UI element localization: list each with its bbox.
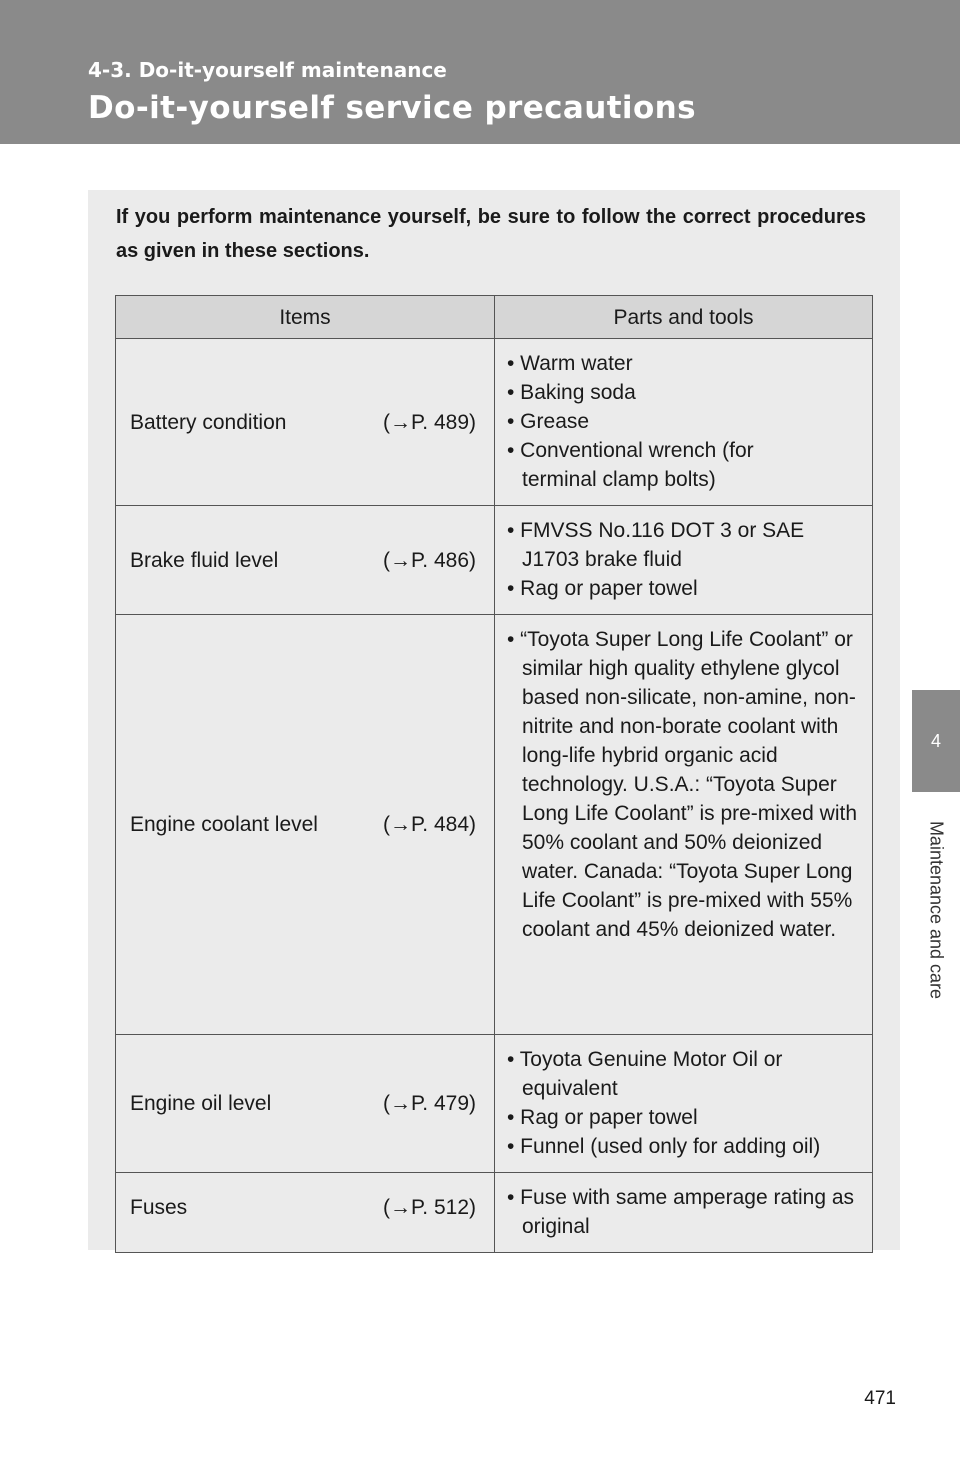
maintenance-table [115, 295, 873, 1253]
part-item: • Rag or paper towel [507, 577, 698, 600]
parts-cell [495, 506, 873, 615]
page-header [0, 0, 960, 144]
column-header-parts: Parts and tools [495, 296, 873, 339]
parts-cell [495, 615, 873, 1035]
parts-cell [495, 1035, 873, 1173]
page-title: Do-it-yourself service precautions [88, 90, 696, 126]
item-name: Battery condition [130, 410, 287, 434]
table-row [116, 339, 873, 506]
intro-text: If you perform maintenance yourself, be sure to follow the correct procedures as given in these sections. [116, 206, 866, 262]
table-row [116, 506, 873, 615]
table-row [116, 615, 873, 1035]
page-reference: (→P. 479) [383, 1092, 476, 1115]
item-cell [116, 506, 495, 615]
part-item: • Conventional wrench (for terminal clamp bolts) [507, 439, 754, 491]
item-name: Brake fluid level [130, 548, 279, 572]
item-name: Engine oil level [130, 1092, 272, 1115]
item-name: Engine coolant level [130, 813, 318, 836]
part-item: • Rag or paper towel [507, 1106, 698, 1129]
parts-cell [495, 1173, 873, 1253]
chapter-label: Maintenance and care [926, 820, 947, 1000]
part-item: • Funnel (used only for adding oil) [507, 1135, 821, 1158]
item-cell [116, 339, 495, 506]
item-cell [116, 1035, 495, 1173]
page-reference: (→P. 484) [383, 813, 476, 836]
chapter-number: 4 [930, 730, 941, 751]
page-number: 471 [864, 1388, 896, 1409]
page-reference: (→P. 512) [383, 1196, 476, 1219]
table-row [116, 1035, 873, 1173]
part-item: • Toyota Genuine Motor Oil or equivalent [507, 1048, 783, 1100]
table-row [116, 1173, 873, 1253]
table-header-row [116, 296, 873, 339]
item-name: Fuses [130, 1196, 188, 1219]
part-item: • Fuse with same amperage rating as original [507, 1186, 855, 1238]
part-item: • Grease [507, 410, 590, 433]
chapter-tab [912, 690, 960, 792]
subsection-label: 4-3. Do-it-yourself maintenance [88, 58, 447, 82]
part-item: • Warm water [507, 352, 633, 375]
part-item: • FMVSS No.116 DOT 3 or SAE J1703 brake fluid [507, 519, 805, 571]
parts-cell [495, 339, 873, 506]
item-cell [116, 615, 495, 1035]
item-cell [116, 1173, 495, 1253]
part-item: • “Toyota Super Long Life Coolant” or similar high quality ethylene glycol based non-silicate, non-amine, non-nitrite and non-borate coolant with long-life hybrid organic acid technology. U.S.A.: “Toyota Super Long Life Coolant” is pre-mixed with 50% coolant and 50% deionized water. Canada: “Toyota Super Long Life Coolant” is pre-mixed with 55% coolant and 45% deionized water. [507, 628, 857, 941]
page-reference: (→P. 486) [383, 548, 476, 572]
page-reference: (→P. 489) [383, 410, 476, 434]
column-header-items: Items [116, 296, 495, 339]
part-item: • Baking soda [507, 381, 636, 404]
